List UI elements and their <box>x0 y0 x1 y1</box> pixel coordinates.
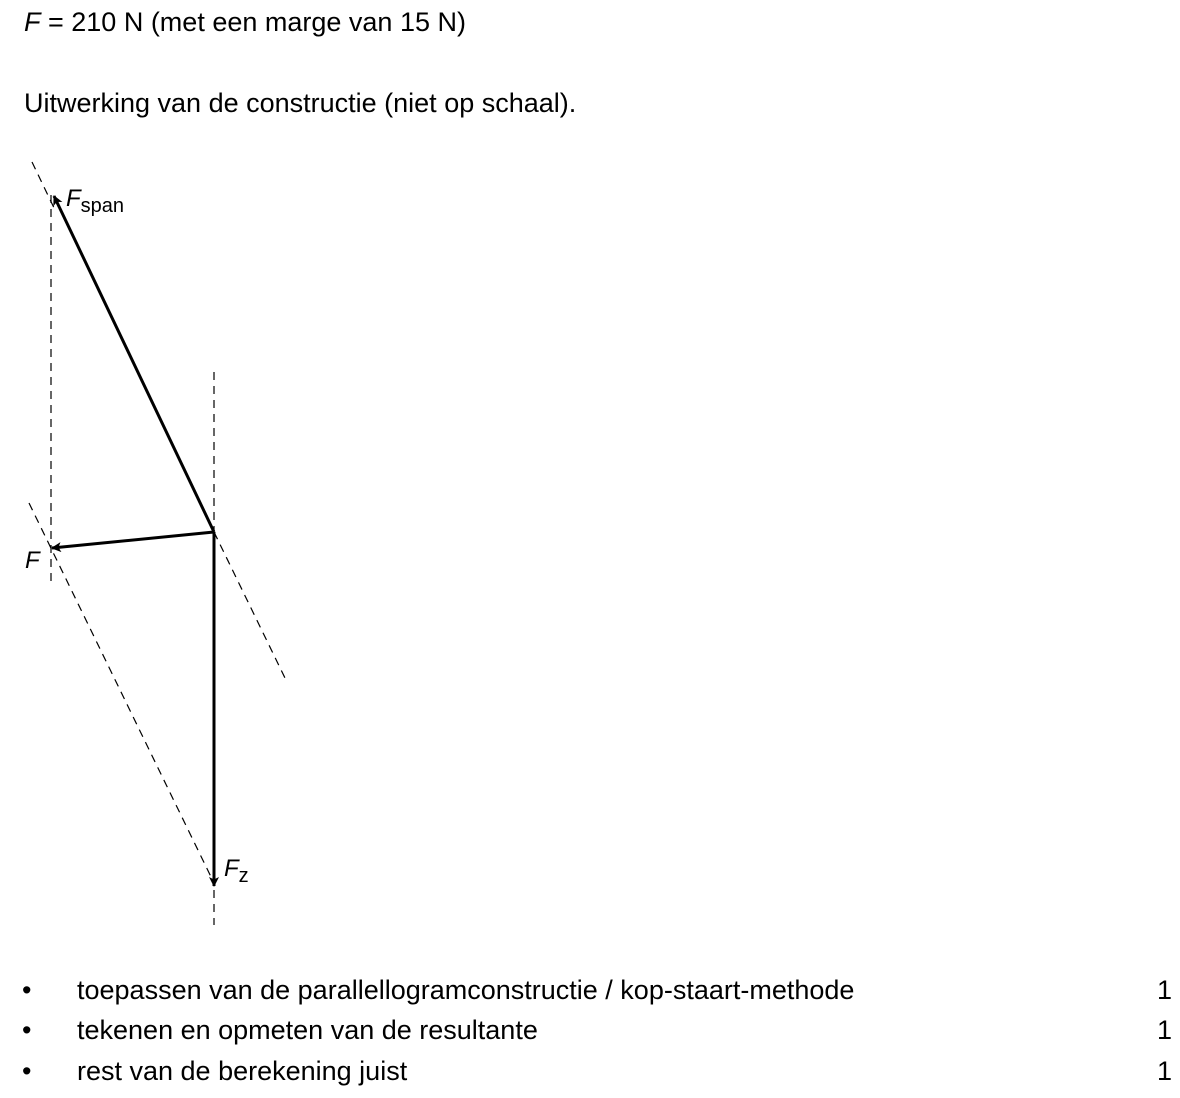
f-z-label: $F_z$ <box>224 855 249 887</box>
dashed-parallel-right <box>214 532 285 678</box>
dashed-line-span-extension <box>32 162 56 212</box>
answer-symbol: F <box>24 7 41 37</box>
criteria-row <box>0 970 1180 1010</box>
f-span-label: $F_{span}$ <box>66 185 125 217</box>
answer-line <box>24 6 466 38</box>
criteria-row <box>0 1010 1180 1050</box>
criteria-points: 1 <box>1156 1056 1172 1086</box>
criteria-points: 1 <box>1156 975 1172 1005</box>
f-resultant-label: F <box>25 547 40 574</box>
criteria-text: toepassen van de parallellogramconstructie / kop-staart-methode <box>77 975 855 1005</box>
f-resultant-vector <box>52 532 214 548</box>
dashed-parallel-left <box>29 503 214 883</box>
construction-caption: Uitwerking van de constructie (niet op schaal). <box>24 88 577 118</box>
bullet: • <box>22 1056 32 1086</box>
answer-value: = 210 N (met een marge van 15 N) <box>40 7 466 37</box>
force-construction-diagram <box>0 150 320 940</box>
criteria-text: rest van de berekening juist <box>77 1056 408 1086</box>
bullet: • <box>22 975 32 1005</box>
f-span-vector <box>54 196 214 532</box>
criteria-row <box>0 1051 1180 1091</box>
criteria-text: tekenen en opmeten van de resultante <box>77 1015 538 1045</box>
bullet: • <box>22 1015 32 1045</box>
criteria-points: 1 <box>1156 1015 1172 1045</box>
